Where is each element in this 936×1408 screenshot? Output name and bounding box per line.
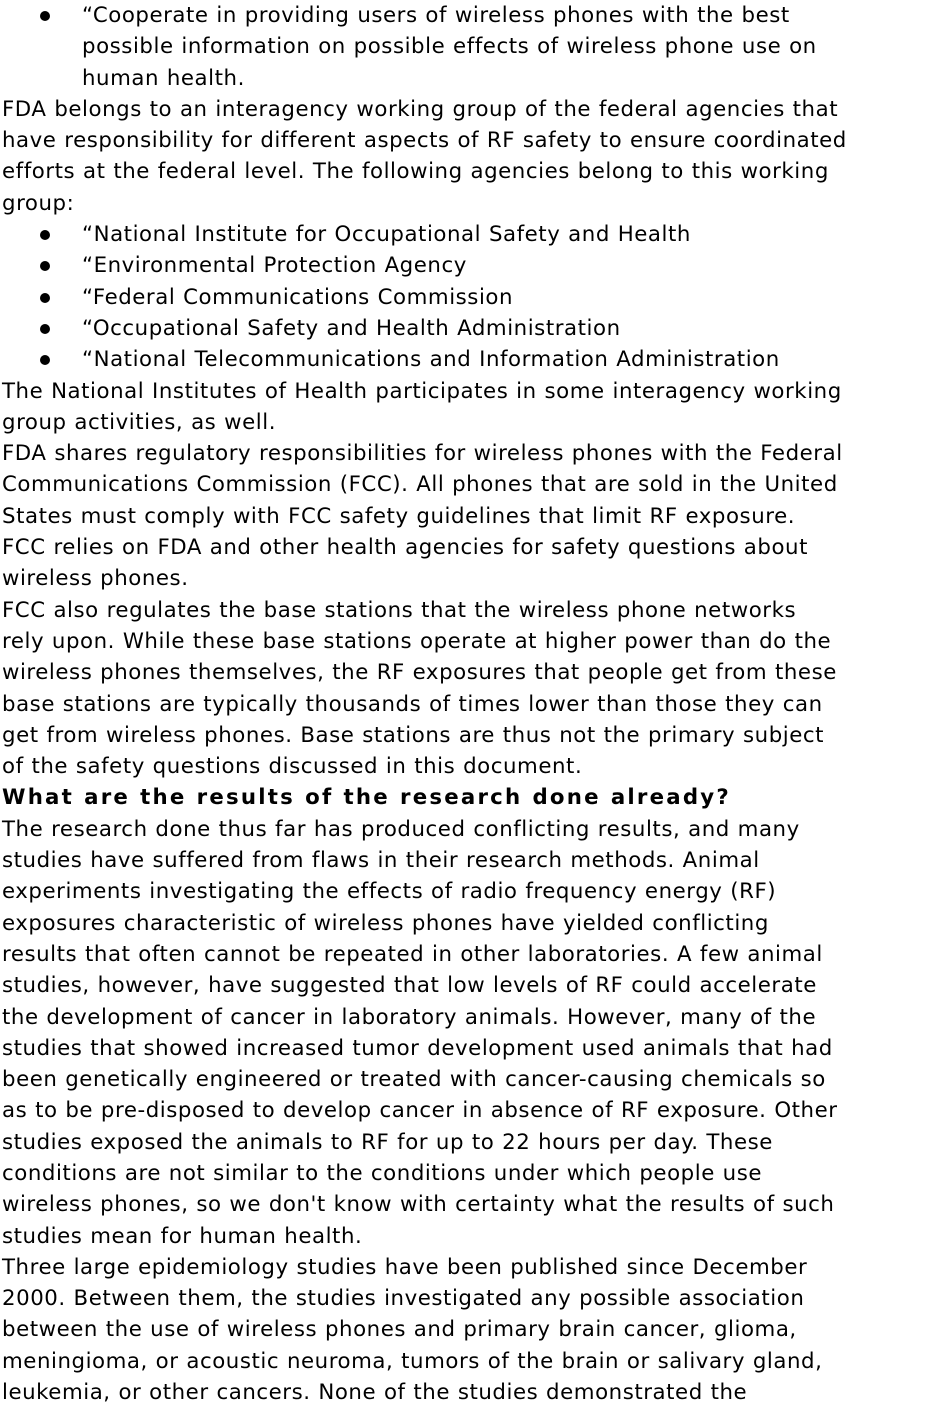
text-line: studies exposed the animals to RF for up to 22 hours per day. These [2, 1129, 773, 1155]
paragraph-nih [2, 376, 934, 439]
text-line: of the safety questions discussed in this document. [2, 754, 583, 780]
text-line: between the use of wireless phones and primary brain cancer, glioma, [2, 1317, 797, 1343]
paragraph-fda-working-group [2, 94, 934, 219]
bullet-dot-icon [40, 11, 50, 21]
list-item-text: “Environmental Protection Agency [82, 253, 467, 279]
text-line: base stations are typically thousands of times lower than those they can [2, 691, 823, 717]
text-line: FCC also regulates the base stations that the wireless phone networks [2, 597, 797, 623]
bullet-dot-icon [40, 293, 50, 303]
list-item [2, 282, 934, 313]
text-line: FDA shares regulatory responsibilities for wireless phones with the Federal [2, 441, 843, 467]
paragraph-fcc [2, 438, 934, 594]
text-line: 2000. Between them, the studies investigated any possible association [2, 1286, 805, 1312]
text-line: as to be pre-disposed to develop cancer in absence of RF exposure. Other [2, 1098, 838, 1124]
text-line: results that often cannot be repeated in other laboratories. A few animal [2, 941, 823, 967]
text-line: studies have suffered from flaws in their research methods. Animal [2, 848, 760, 874]
text-line: experiments investigating the effects of radio frequency energy (RF) [2, 879, 777, 905]
text-line: the development of cancer in laboratory animals. However, many of the [2, 1004, 817, 1030]
bullet-text: “Cooperate in providing users of wireless phones with the best [82, 3, 790, 28]
text-line: studies, however, have suggested that low levels of RF could accelerate [2, 973, 817, 999]
paragraph-epidemiology [2, 1252, 934, 1408]
bullet-item-cooperate [2, 0, 934, 31]
text-line: studies mean for human health. [2, 1223, 363, 1249]
text-line: rely upon. While these base stations operate at higher power than do the [2, 628, 832, 654]
text-line: wireless phones. [2, 566, 189, 592]
list-item-text: “National Institute for Occupational Safety and Health [82, 222, 691, 248]
text-line: States must comply with FCC safety guidelines that limit RF exposure. [2, 503, 796, 529]
text-line: leukemia, or other cancers. None of the studies demonstrated the [2, 1380, 748, 1406]
text-line: meningioma, or acoustic neuroma, tumors of the brain or salivary gland, [2, 1348, 823, 1374]
text-line: wireless phones, so we don't know with certainty what the results of such [2, 1192, 835, 1218]
text-line: have responsibility for different aspects of RF safety to ensure coordinated [2, 128, 847, 154]
text-line: wireless phones themselves, the RF exposures that people get from these [2, 660, 837, 686]
text-line: get from wireless phones. Base stations are thus not the primary subject [2, 722, 825, 748]
bullet-dot-icon [40, 324, 50, 334]
paragraph-research [2, 814, 934, 1252]
agency-list [2, 219, 934, 375]
text-line: group: [2, 190, 75, 216]
list-item [2, 344, 934, 375]
bullet-dot-icon [40, 261, 50, 271]
list-item [2, 250, 934, 281]
text-line: Three large epidemiology studies have been published since December [2, 1254, 808, 1280]
bullet-continuation: possible information on possible effects of wireless phone use on [82, 34, 817, 60]
text-line: conditions are not similar to the conditions under which people use [2, 1160, 763, 1186]
text-line: The research done thus far has produced conflicting results, and many [2, 816, 800, 842]
document-page [2, 0, 934, 1408]
text-line: exposures characteristic of wireless phones have yielded conflicting [2, 910, 769, 936]
bullet-continuation: human health. [82, 65, 245, 91]
text-line: FCC relies on FDA and other health agencies for safety questions about [2, 535, 808, 561]
list-item [2, 313, 934, 344]
text-line: FDA belongs to an interagency working group of the federal agencies that [2, 96, 839, 122]
section-heading: What are the results of the research done already? [2, 785, 731, 811]
bullet-dot-icon [40, 355, 50, 365]
list-item-text: “Federal Communications Commission [82, 284, 514, 310]
text-line: group activities, as well. [2, 409, 277, 435]
paragraph-base-stations [2, 595, 934, 783]
list-item [2, 219, 934, 250]
text-line: Communications Commission (FCC). All phones that are sold in the United [2, 472, 838, 498]
text-line: been genetically engineered or treated with cancer-causing chemicals so [2, 1067, 826, 1093]
text-line: efforts at the federal level. The following agencies belong to this working [2, 159, 829, 185]
list-item-text: “Occupational Safety and Health Administration [82, 315, 621, 341]
text-line: studies that showed increased tumor development used animals that had [2, 1035, 833, 1061]
text-line: The National Institutes of Health participates in some interagency working [2, 378, 842, 404]
list-item-text: “National Telecommunications and Information Administration [82, 347, 780, 373]
bullet-dot-icon [40, 230, 50, 240]
